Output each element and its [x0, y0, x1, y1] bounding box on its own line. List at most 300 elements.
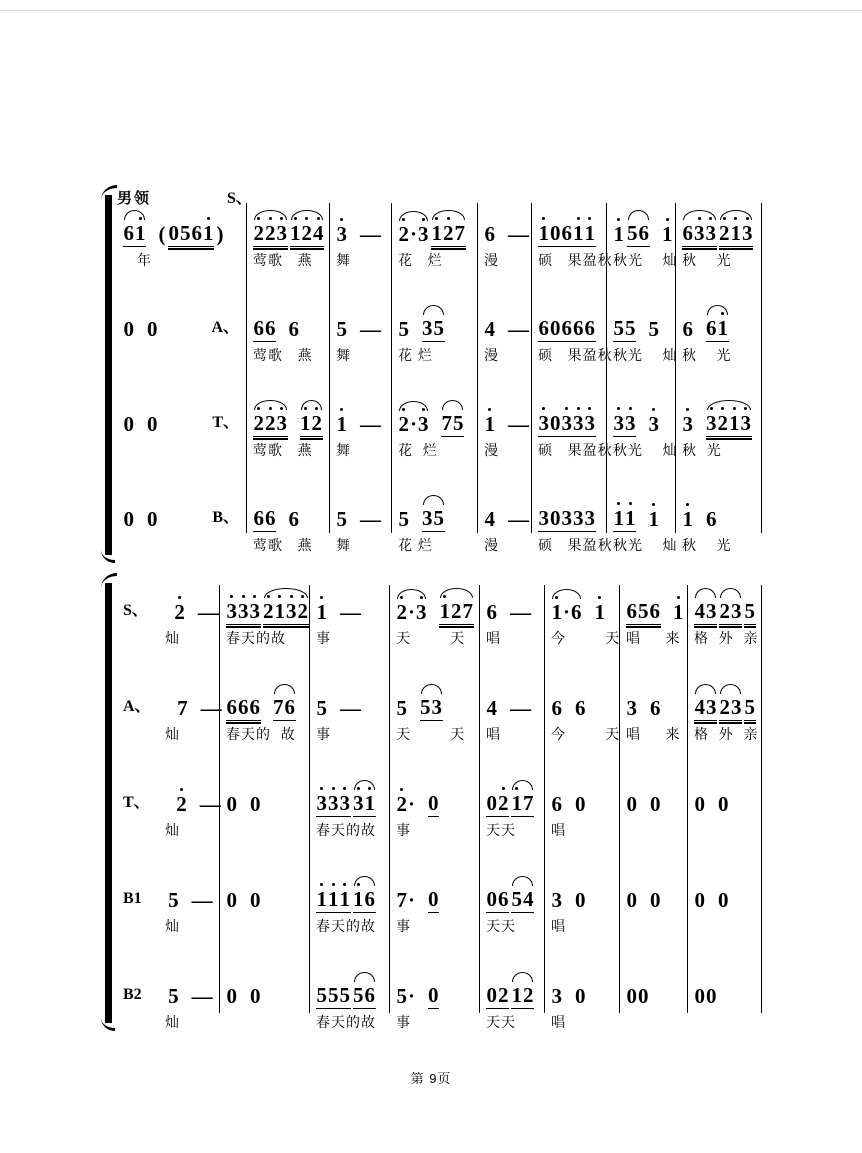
measure [390, 773, 480, 843]
measure [392, 393, 478, 463]
lyric-line: 硕 果盈秋 [538, 347, 613, 363]
note-group: 17 [511, 793, 534, 817]
note-group: 4 [486, 696, 497, 720]
notes-line [480, 869, 545, 915]
measure [676, 203, 762, 273]
lyric-line: 莺歌 燕 [253, 252, 313, 268]
lyric-line [688, 1011, 762, 1035]
lyric-line: 春天的故 [316, 918, 376, 934]
note-group: 6 [484, 222, 495, 246]
note-group: 5 [168, 888, 179, 912]
notes-line [390, 965, 480, 1011]
lyric-line: 漫 [484, 537, 499, 553]
note-group: 1·6 [551, 602, 582, 625]
note-group: 35 [422, 508, 445, 532]
note-group: 53 [420, 697, 443, 721]
voice-row-a [117, 298, 762, 368]
note-group: 6 [288, 507, 299, 531]
lyric-line: 事 [396, 1014, 411, 1030]
measure [330, 203, 392, 273]
voice-label: T、 [212, 414, 239, 431]
slur-arc [274, 684, 295, 694]
measure [310, 773, 390, 843]
lyric-line [620, 915, 688, 939]
measure [117, 773, 220, 843]
lyric-line: 秋光 灿 [613, 347, 678, 363]
lyric-line: 硕 果盈秋 [538, 442, 613, 458]
note-group: 2·3 [398, 414, 429, 437]
voice-label-s: S、 [227, 190, 252, 207]
note-group: 6 [682, 317, 693, 341]
measure [480, 773, 545, 843]
note-group: 6 [650, 696, 661, 720]
lyric-line: 秋光 灿 [613, 442, 678, 458]
lyric-line: 灿 [165, 1014, 180, 1030]
measure [620, 677, 688, 747]
voice-label: A、 [123, 698, 151, 715]
note-group: 0 [650, 792, 661, 816]
lyric-line: 秋光 灿 [613, 537, 678, 553]
lyric-line [688, 819, 762, 843]
lyric-line: 漫 [484, 442, 499, 458]
slur-arc [354, 972, 375, 982]
voice-label: B1 [123, 890, 142, 907]
note-group: — [360, 317, 381, 341]
measure [532, 298, 613, 368]
note-group: 66 [253, 506, 276, 530]
note-group: 30333 [538, 506, 595, 530]
note-group: 6 [288, 317, 299, 341]
voice-row-t [117, 773, 762, 843]
note-group: 1 [673, 600, 684, 624]
note-group: 0 [694, 792, 705, 816]
measure [620, 869, 688, 939]
measure [688, 869, 762, 939]
lyric-line: 灿 [165, 630, 180, 646]
note-group: 0 [147, 507, 158, 531]
note-group: 0 [575, 792, 586, 816]
lyric-line [220, 819, 310, 843]
notes-line [478, 203, 532, 249]
note-group: 61 [123, 223, 146, 247]
note-group: 55 [613, 316, 636, 340]
note-group: 0 [626, 792, 637, 816]
notes-line [220, 773, 310, 819]
note-group: 0 [123, 507, 134, 531]
notes-line [607, 298, 676, 344]
note-group: 5 [396, 696, 407, 720]
measure [480, 581, 545, 651]
note-group: 0 [147, 412, 158, 436]
note-group: 5 [398, 317, 409, 341]
notes-line [220, 677, 310, 723]
note-group: 4 [484, 507, 495, 531]
notation-system-2 [105, 585, 770, 1055]
note-group: 0 [123, 317, 134, 341]
slur-arc [423, 495, 444, 505]
voice-row-b2 [117, 965, 762, 1035]
voice-label: T、 [123, 794, 150, 811]
lyric-line: 事 [316, 726, 331, 742]
page-footer: 第 9页 [410, 1071, 452, 1086]
lyric-line: 唱 [551, 822, 566, 838]
measure [390, 965, 480, 1035]
lyric-line: 年 [137, 252, 152, 268]
note-group: 12 [300, 413, 323, 437]
notes-line [545, 677, 620, 723]
note-group: 2·3 [396, 602, 427, 625]
notes-line [532, 488, 607, 534]
lyric-line: 花 烂 [398, 252, 443, 268]
note-group: 7 [177, 696, 188, 720]
measure [607, 298, 676, 368]
measure [220, 677, 310, 747]
note-group: 333 [316, 791, 350, 815]
notes-line [480, 677, 545, 723]
note-group: 3 [551, 888, 562, 912]
notes-line [392, 488, 478, 534]
note-group: 5 [336, 317, 347, 341]
notes-line [390, 677, 480, 723]
lyric-line: 唱 来 [626, 630, 681, 646]
note-group: 60666 [538, 316, 595, 340]
lyric-line [117, 439, 247, 463]
note-group: 3 [336, 222, 347, 246]
notes-line [117, 773, 220, 819]
measure [117, 677, 220, 747]
measure [310, 869, 390, 939]
notes-line [117, 581, 220, 627]
notes-line [247, 298, 330, 344]
lyric-line: 唱 [486, 630, 501, 646]
note-group: — [510, 600, 531, 624]
notes-line [247, 203, 330, 249]
note-group: 1 [484, 412, 495, 436]
notes-line [545, 773, 620, 819]
note-group: 6 [706, 507, 717, 531]
note-group: 2132 [263, 601, 309, 625]
note-group: 76 [273, 697, 296, 721]
voice-row-a [117, 677, 762, 747]
note-group: 223 [253, 413, 288, 437]
note-group: 1 [336, 412, 347, 436]
measure [247, 203, 330, 273]
lead-label: 男领 [117, 190, 152, 207]
measure [545, 773, 620, 843]
measure [330, 298, 392, 368]
lyric-line: 舞 [336, 537, 351, 553]
lyric-line: 花 烂 [398, 442, 438, 458]
measure [330, 393, 392, 463]
note-group: 666 [226, 695, 260, 719]
notes-line [310, 869, 390, 915]
voice-row-b1 [117, 869, 762, 939]
note-group: 2·3 [398, 224, 429, 247]
notes-line [478, 298, 532, 344]
voice-row-s [117, 581, 762, 651]
slur-arc [421, 684, 442, 694]
note-group: — [340, 600, 361, 624]
measure [392, 488, 478, 558]
notes-line [330, 488, 392, 534]
notes-line [117, 203, 247, 249]
notes-line [688, 677, 762, 723]
note-group: ) [216, 222, 224, 246]
notes-line [310, 677, 390, 723]
measure [620, 581, 688, 651]
note-group: 111 [316, 887, 350, 911]
lyric-line: 唱 [551, 1014, 566, 1030]
voice-label: B2 [123, 986, 142, 1003]
measure [330, 488, 392, 558]
note-group: 6 [551, 792, 562, 816]
notes-line [480, 581, 545, 627]
note-group: 23 [719, 697, 742, 721]
note-group: 124 [290, 223, 325, 247]
notes-line [220, 869, 310, 915]
notes-line [545, 965, 620, 1011]
lyric-line: 天天 [486, 918, 516, 934]
note-group: 4 [484, 317, 495, 341]
notes-line [532, 203, 607, 249]
measure [478, 298, 532, 368]
slur-arc [695, 684, 716, 694]
measure [117, 393, 247, 463]
measure [607, 203, 676, 273]
note-group: 0 [226, 888, 237, 912]
measure [220, 773, 310, 843]
lyric-line: 今 天 [551, 726, 621, 742]
notes-line [478, 488, 532, 534]
note-group: 6 [486, 600, 497, 624]
notes-line [532, 393, 607, 439]
measure [545, 677, 620, 747]
note-group: 61 [706, 318, 729, 342]
lyric-line: 漫 [484, 347, 499, 363]
voice-label: S、 [123, 602, 148, 619]
measure [310, 677, 390, 747]
measure [117, 965, 220, 1035]
measure [220, 965, 310, 1035]
voice-row-b [117, 488, 762, 558]
lyric-line [220, 1011, 310, 1035]
note-group: 0 [226, 792, 237, 816]
lyric-line: 事 [396, 822, 411, 838]
note-group: 5 [744, 695, 755, 719]
note-group: 333 [226, 599, 260, 623]
lyric-line: 花 烂 [398, 347, 433, 363]
notes-line [117, 393, 247, 439]
lyric-line: 春天的故 [316, 1014, 376, 1030]
lyric-line: 秋 光 [682, 347, 732, 363]
lyric-line: 天天 [486, 1014, 516, 1030]
note-group: 1 [594, 600, 606, 624]
lyric-line: 天 天 [396, 630, 466, 646]
measure [390, 677, 480, 747]
note-group: — [197, 600, 219, 624]
notation-system-1 [105, 190, 770, 580]
slur-arc [695, 588, 716, 598]
measure [532, 393, 613, 463]
notes-line [688, 581, 762, 627]
note-group: 0 [428, 791, 439, 815]
measure [480, 677, 545, 747]
note-group: 1 [648, 507, 659, 531]
note-group: 6 [551, 696, 562, 720]
measure [117, 488, 247, 558]
lyric-line [620, 1011, 688, 1035]
measure [688, 773, 762, 843]
voice-label: B、 [212, 509, 239, 526]
note-group: 3213 [706, 413, 752, 437]
notes-line [330, 298, 392, 344]
notes-line [620, 965, 688, 1011]
notes-line [688, 773, 762, 819]
note-group: 656 [626, 599, 660, 623]
note-group: 3 [551, 984, 562, 1008]
note-group: 43 [694, 697, 717, 721]
measure [247, 393, 330, 463]
notes-line [117, 677, 220, 723]
lyric-line: 灿 [165, 726, 180, 742]
note-group: 0 [250, 792, 261, 816]
slur-arc [628, 210, 649, 220]
note-group: — [360, 412, 381, 436]
note-group: 5 [648, 317, 659, 341]
measure [117, 203, 247, 273]
notes-line [390, 773, 480, 819]
note-group: 31 [353, 793, 376, 817]
measure [688, 965, 762, 1035]
note-group: 5 [316, 696, 327, 720]
notes-line [480, 773, 545, 819]
lyric-line [688, 915, 762, 939]
lyric-line: 春天的 故 [226, 726, 296, 742]
voice-label: A、 [211, 319, 239, 336]
note-group: — [191, 888, 213, 912]
note-group: 5 [398, 507, 409, 531]
note-group: 3 [648, 412, 659, 436]
measure [310, 965, 390, 1035]
notes-line [688, 869, 762, 915]
note-group: 3 [682, 412, 693, 436]
measure [220, 581, 310, 651]
measure [117, 298, 247, 368]
measure [676, 488, 762, 558]
note-group: 1 [316, 600, 327, 624]
measure [478, 488, 532, 558]
measure [392, 203, 478, 273]
note-group: — [508, 222, 529, 246]
note-group: 2 [176, 792, 187, 816]
lyric-line: 舞 [336, 252, 351, 268]
note-group: 0 [575, 984, 586, 1008]
note-group: — [199, 792, 221, 816]
lyric-line: 唱 [551, 918, 566, 934]
lyric-line: 春天的故 [316, 822, 376, 838]
notes-line [117, 965, 220, 1011]
measure [478, 203, 532, 273]
system-bracket [105, 195, 112, 555]
note-group: 0 [718, 888, 729, 912]
note-group: 0 [650, 888, 661, 912]
measure [620, 773, 688, 843]
note-group: 5 [744, 599, 755, 623]
notes-line [310, 773, 390, 819]
note-group: 7· [396, 888, 416, 912]
note-group: 0561 [168, 221, 214, 245]
lyric-line: 秋 光 [682, 537, 732, 553]
note-group: 6 [575, 696, 586, 720]
notes-line [390, 869, 480, 915]
lyric-line: 花 烂 [398, 537, 433, 553]
lyric-line: 舞 [336, 347, 351, 363]
note-group: 127 [439, 601, 474, 625]
note-group: 12 [511, 985, 534, 1009]
notes-line [247, 393, 330, 439]
note-group: 66 [253, 316, 276, 340]
note-group: 0 [250, 888, 261, 912]
lyric-line: 秋 光 [682, 252, 732, 268]
measure [607, 488, 676, 558]
note-group: 30333 [538, 411, 595, 435]
note-group: 0 [575, 888, 586, 912]
notes-line [392, 203, 478, 249]
note-group: — [508, 317, 529, 341]
top-divider [0, 10, 862, 11]
note-group: 00 [626, 984, 649, 1008]
note-group: 0 [694, 888, 705, 912]
notes-line [607, 393, 676, 439]
note-group: 1 [662, 222, 673, 246]
note-group: 33 [613, 411, 636, 435]
notes-line [607, 488, 676, 534]
voice-row-s [117, 203, 762, 273]
measure [220, 869, 310, 939]
notes-line [310, 581, 390, 627]
note-group: 0 [250, 984, 261, 1008]
measure [545, 869, 620, 939]
note-group: 555 [316, 983, 350, 1007]
note-group: 02 [486, 983, 509, 1007]
notes-line [478, 393, 532, 439]
note-group: 1 [682, 507, 693, 531]
measure [247, 298, 330, 368]
measure [545, 965, 620, 1035]
measure [480, 965, 545, 1035]
note-group: 127 [431, 223, 466, 247]
note-group: — [510, 696, 531, 720]
lyric-line [620, 819, 688, 843]
note-group: 10611 [538, 221, 595, 245]
notes-line [480, 965, 545, 1011]
notes-line [688, 965, 762, 1011]
note-group: 0 [226, 984, 237, 1008]
lyric-line: 硕 果盈秋 [538, 537, 613, 553]
notes-line [676, 393, 762, 439]
note-group: — [360, 507, 381, 531]
lyric-line: 漫 [484, 252, 499, 268]
notes-line [117, 488, 247, 534]
notes-line [117, 869, 220, 915]
notes-line [545, 581, 620, 627]
slur-arc [423, 305, 444, 315]
notes-line [330, 393, 392, 439]
lyric-line: 格 外 亲 [694, 726, 759, 742]
slur-arc [512, 876, 533, 886]
note-group: 35 [422, 318, 445, 342]
lyric-line: 事 [396, 918, 411, 934]
